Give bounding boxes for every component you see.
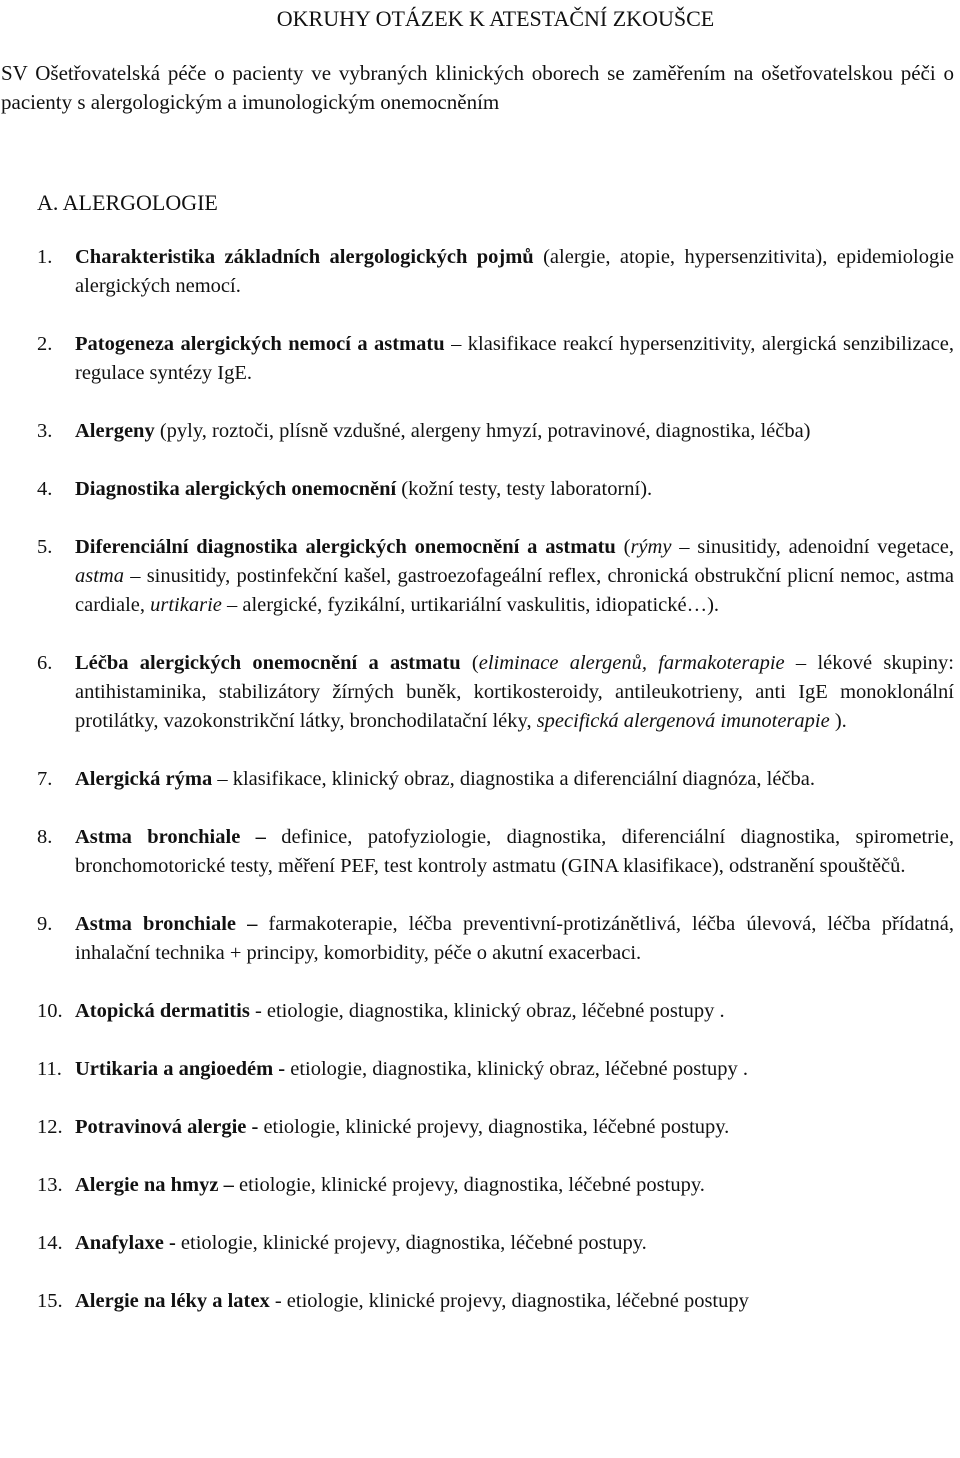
list-item — [37, 475, 954, 504]
list-item — [37, 765, 954, 794]
document-title: OKRUHY OTÁZEK K ATESTAČNÍ ZKOUŠCE — [276, 6, 715, 31]
document-subtitle: SV Ošetřovatelská péče o pacienty ve vybraných klinických oborech se zaměřením na ošetřovatelskou péči o pacienty s alergologickým a imunologickým onemocněním — [1, 61, 954, 114]
item-number: 7. — [37, 768, 53, 790]
item-detail: – alergické, fyzikální, urtikariální vaskulitis, idiopatické…). — [221, 594, 720, 616]
item-heading: Diagnostika alergických onemocnění — [75, 478, 397, 500]
item-heading: Astma bronchiale – — [75, 913, 258, 935]
item-detail: ). — [829, 710, 847, 732]
item-emphasis: astma — [75, 565, 124, 587]
item-number: 4. — [37, 478, 53, 500]
list-item — [37, 533, 954, 620]
item-text — [75, 330, 954, 388]
item-number: 6. — [37, 652, 53, 674]
list-item — [37, 330, 954, 388]
item-text — [75, 475, 954, 504]
item-text — [75, 765, 954, 794]
item-number: 12. — [37, 1116, 63, 1138]
item-heading: Alergie na hmyz – — [75, 1174, 234, 1196]
list-item — [37, 910, 954, 968]
item-text — [75, 243, 954, 301]
item-number: 15. — [37, 1290, 63, 1312]
section-heading: A. ALERGOLOGIE — [37, 190, 218, 215]
item-emphasis: urtikarie — [150, 594, 222, 616]
list-item — [37, 1113, 954, 1142]
item-number: 3. — [37, 420, 53, 442]
list-item — [37, 1171, 954, 1200]
item-detail: farmakoterapie, léčba preventivní-protizánětlivá, léčba úlevová, léčba přídatná, inhalační technika + principy, komorbidity, péče o akutní exacerbaci. — [75, 913, 954, 964]
item-detail: – klasifikace reakcí hypersenzitivity, alergická senzibilizace, regulace syntézy IgE. — [75, 333, 954, 384]
item-number: 10. — [37, 1000, 63, 1022]
list-item — [37, 1229, 954, 1258]
item-heading: Potravinová alergie - — [75, 1116, 259, 1138]
item-detail: (alergie, atopie, hypersenzitivita), epidemiologie alergických nemocí. — [75, 246, 954, 297]
item-heading: Anafylaxe - — [75, 1232, 176, 1254]
list-item — [37, 417, 954, 446]
item-number: 13. — [37, 1174, 63, 1196]
item-text — [75, 1055, 954, 1084]
item-detail: etiologie, klinické projevy, diagnostika, léčebné postupy. — [175, 1232, 647, 1254]
item-heading: Charakteristika základních alergologických pojmů — [75, 246, 534, 268]
item-number: 2. — [37, 333, 53, 355]
item-number: 1. — [37, 246, 53, 268]
list-item — [37, 243, 954, 301]
item-emphasis: eliminace alergenů, farmakoterapie — [478, 652, 785, 674]
item-emphasis: rýmy — [630, 536, 672, 558]
item-text — [75, 417, 954, 446]
list-item — [37, 997, 954, 1026]
item-detail: – klasifikace, klinický obraz, diagnostika a diferenciální diagnóza, léčba. — [212, 768, 816, 790]
item-detail: etiologie, klinické projevy, diagnostika, léčebné postupy. — [258, 1116, 730, 1138]
item-detail: – sinusitidy, adenoidní vegetace, — [671, 536, 955, 558]
item-heading: Urtikaria a angioedém - — [75, 1058, 286, 1080]
item-detail: ( — [460, 652, 479, 674]
item-detail: – lékové skupiny: antihistaminika, stabilizátory žírných buněk, kortikosteroidy, antileukotrieny, anti IgE monoklonální protilátky, vazokonstrikční látky, bronchodilatační léky, — [75, 652, 955, 732]
list-item — [37, 1055, 954, 1084]
item-text — [75, 997, 954, 1026]
item-heading: Patogeneza alergických nemocí a astmatu — [75, 333, 445, 355]
item-text — [75, 649, 954, 736]
item-number: 5. — [37, 536, 53, 558]
item-heading: Alergická rýma — [75, 768, 213, 790]
item-detail: (kožní testy, testy laboratorní). — [396, 478, 653, 500]
item-detail: - etiologie, diagnostika, klinický obraz, léčebné postupy . — [249, 1000, 725, 1022]
item-heading: Diferenciální diagnostika alergických onemocnění a astmatu — [75, 536, 616, 558]
list-item — [37, 1287, 954, 1316]
item-heading: Astma bronchiale – — [75, 826, 266, 848]
item-text — [75, 910, 954, 968]
item-text — [75, 533, 954, 620]
item-text — [75, 823, 954, 881]
item-detail: etiologie, diagnostika, klinický obraz, léčebné postupy . — [285, 1058, 748, 1080]
item-detail: (pyly, roztoči, plísně vzdušné, alergeny hmyzí, potravinové, diagnostika, léčba) — [154, 420, 811, 442]
item-heading: Léčba alergických onemocnění a astmatu — [75, 652, 461, 674]
item-heading: Atopická dermatitis — [75, 1000, 250, 1022]
item-text — [75, 1171, 954, 1200]
item-heading: Alergie na léky a latex — [75, 1290, 270, 1312]
item-text — [75, 1287, 954, 1316]
list-item — [37, 649, 954, 736]
item-detail: - etiologie, klinické projevy, diagnostika, léčebné postupy — [269, 1290, 749, 1312]
item-detail: definice, patofyziologie, diagnostika, diferenciální diagnostika, spirometrie, bronchomotorické testy, měření PEF, test kontroly astmatu (GINA klasifikace), odstranění spouštěčů. — [75, 826, 954, 877]
list-item — [37, 823, 954, 881]
item-number: 11. — [37, 1058, 62, 1080]
item-text — [75, 1229, 954, 1258]
item-detail: etiologie, klinické projevy, diagnostika, léčebné postupy. — [233, 1174, 705, 1196]
item-number: 8. — [37, 826, 53, 848]
item-number: 9. — [37, 913, 53, 935]
item-text — [75, 1113, 954, 1142]
item-emphasis: specifická alergenová imunoterapie — [536, 710, 830, 732]
item-detail: ( — [615, 536, 631, 558]
item-detail: – sinusitidy, postinfekční kašel, gastroezofageální reflex, chronická obstrukční plicní nemoc, astma cardiale, — [75, 565, 954, 616]
item-number: 14. — [37, 1232, 63, 1254]
item-heading: Alergeny — [75, 420, 155, 442]
